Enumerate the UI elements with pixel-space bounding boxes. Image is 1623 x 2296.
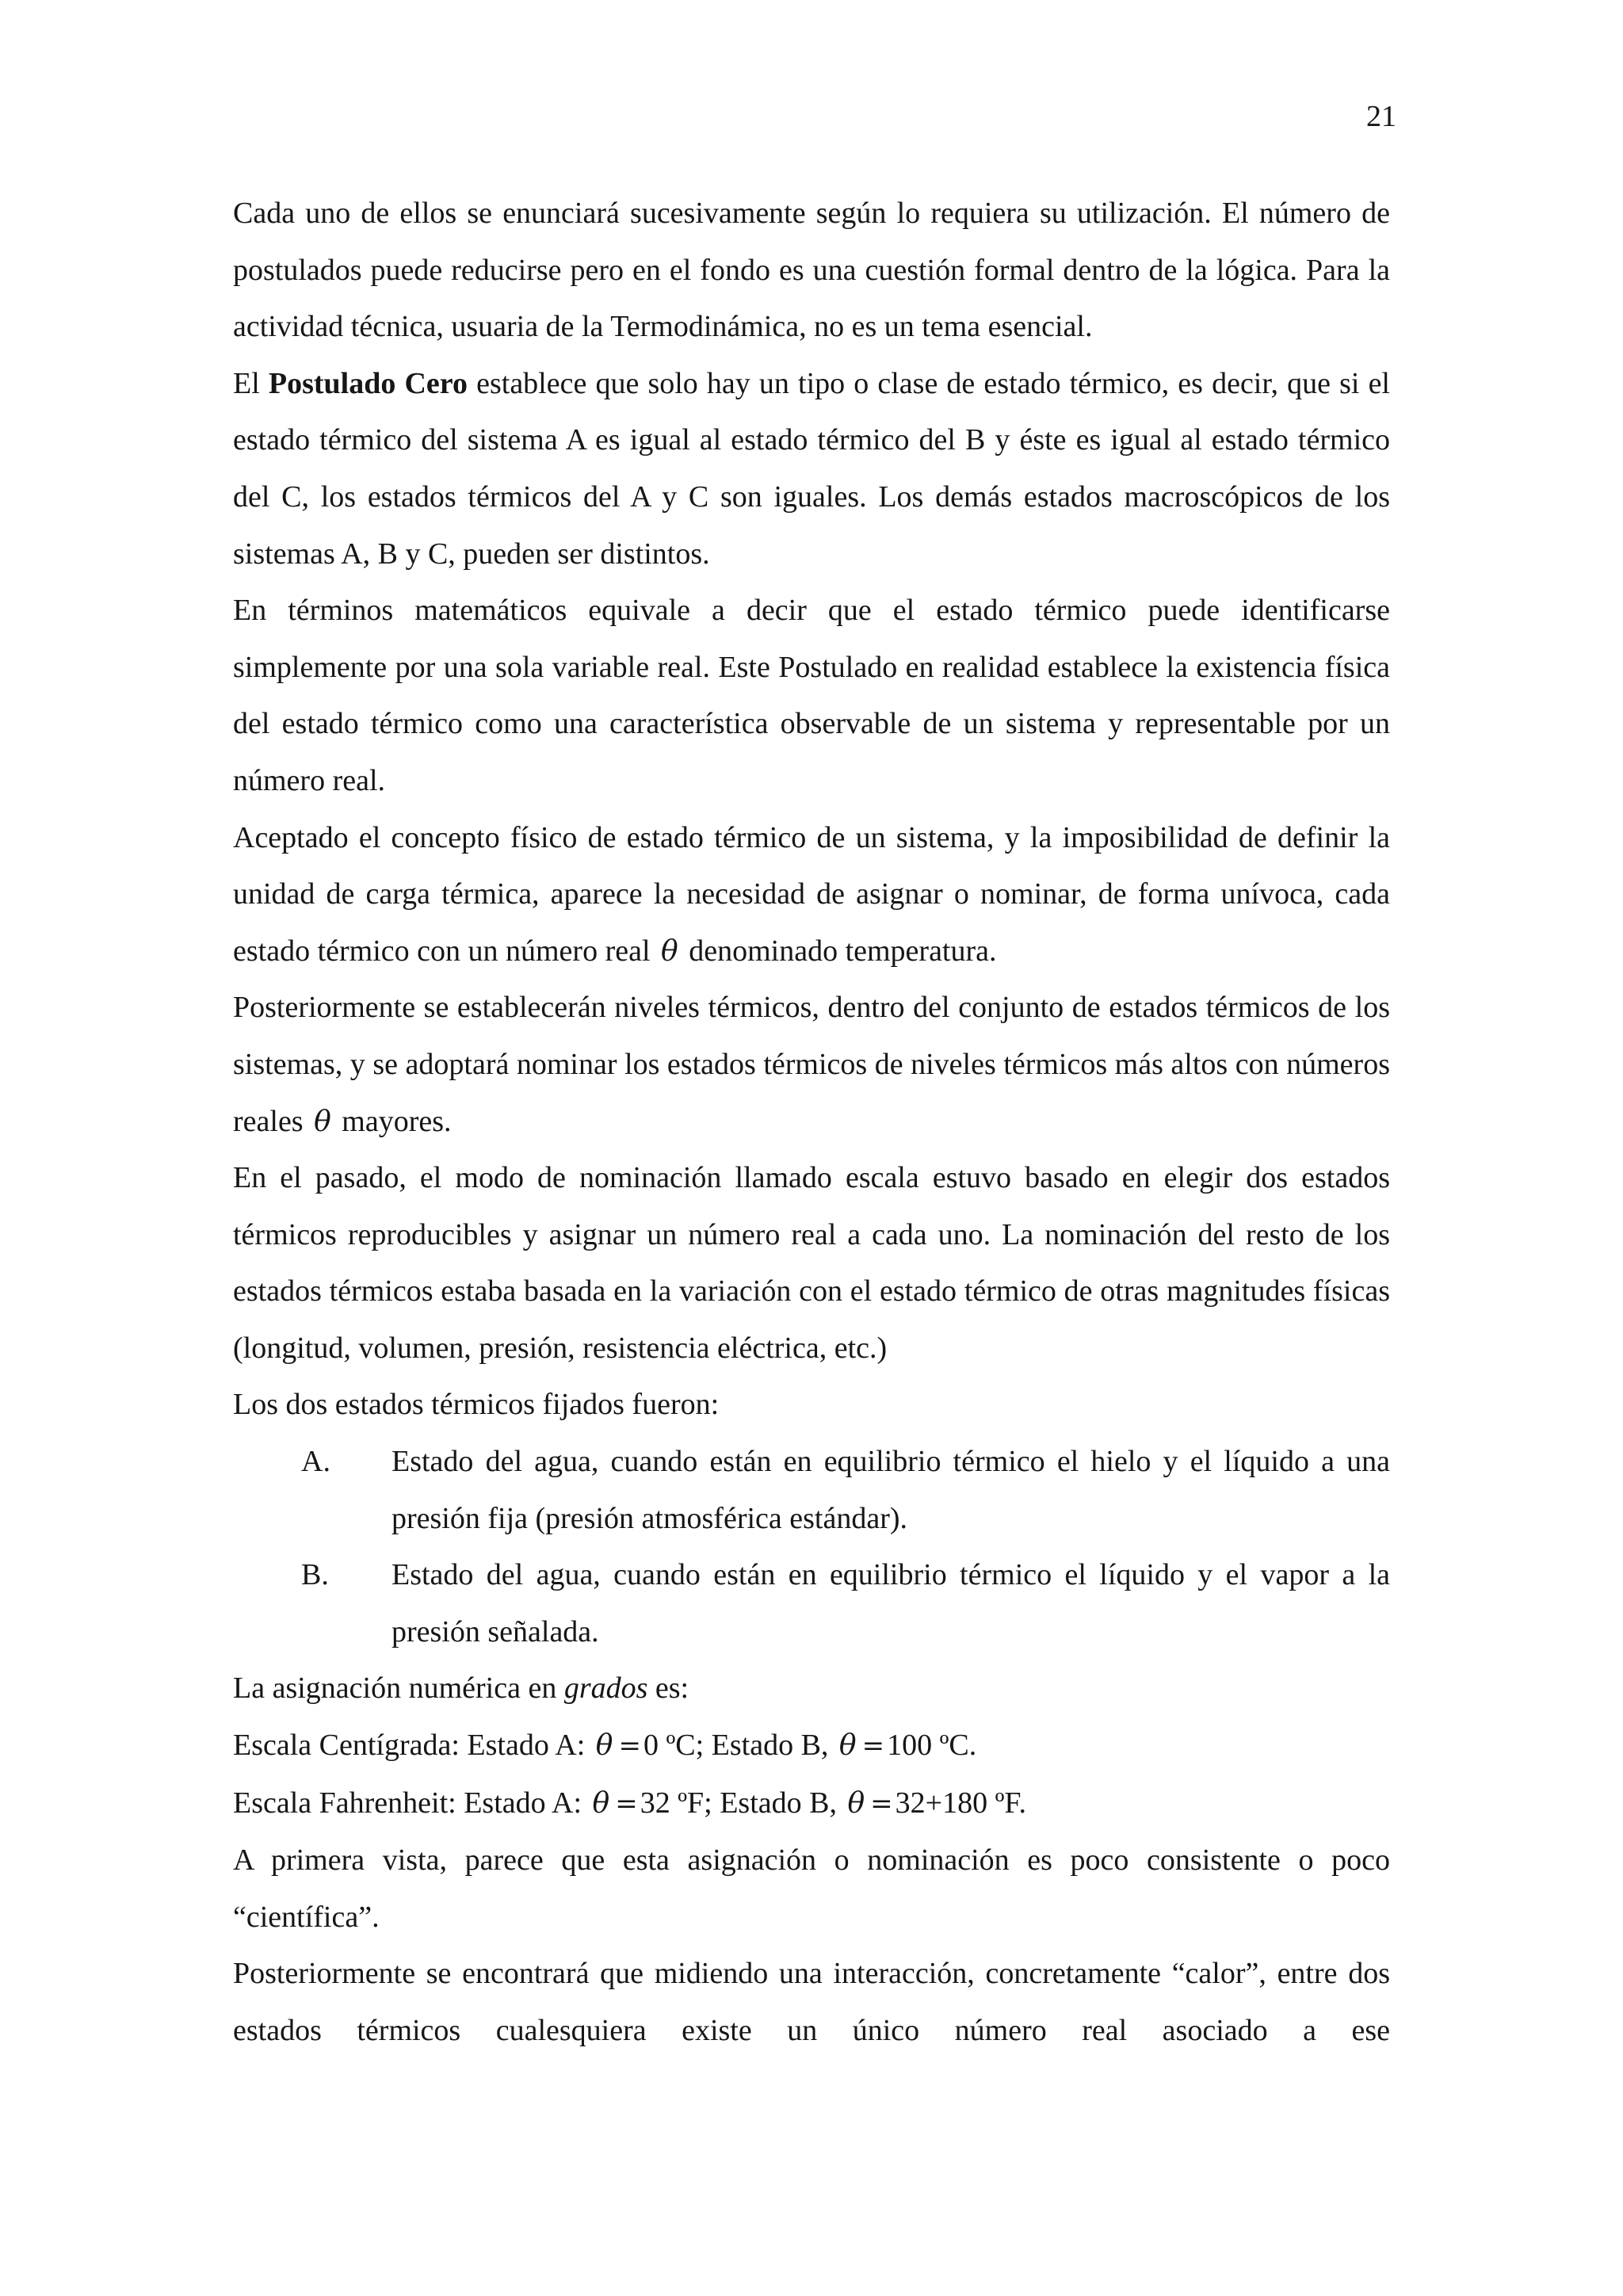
equals-sign: = [615,1787,638,1820]
text-run: es: [647,1671,689,1706]
theta-symbol: θ [314,1105,331,1138]
text-run: denominado temperatura. [689,934,997,968]
scale-label: Escala Fahrenheit: Estado A: [233,1786,582,1820]
equals-sign: = [861,1730,885,1763]
paragraph-temperature-definition [233,810,1390,980]
page-number: 21 [1366,100,1396,133]
list-marker: B. [301,1558,329,1592]
paragraph-thermal-levels [233,980,1390,1150]
list-marker: A. [301,1445,330,1479]
text-run: establece que solo hay un tipo o clase de estado térmico, es decir, que si el estado térmico del sistema A es igual al estado térmico del B y éste es igual al estado térmico del C, los estados térmicos del A y C son iguales. Los demás estados macroscópicos de los sistemas A, B y C, pueden ser distintos. [233,366,1390,571]
paragraph-scale-history: En el pasado, el modo de nominación llamado escala estuvo basado en elegir dos estados térmicos reproducibles y asignar un número real a cada uno. La nominación del resto de los estados térmicos estaba basada en la variación con el estado térmico de otras magnitudes físicas (longitud, volumen, presión, resistencia eléctrica, etc.) [233,1161,1390,1365]
theta-symbol: θ [595,1729,613,1763]
text-run: Posteriormente se establecerán niveles térmicos, dentro del conjunto de estados térmicos de los sistemas, y se adoptará nominar los estados térmicos de niveles térmicos más altos con números reales [233,991,1390,1138]
list-item-text: Estado del agua, cuando están en equilibrio térmico el hielo y el líquido a una presión fija (presión atmosférica estándar). [391,1445,1390,1535]
paragraph-postulado-cero [233,356,1390,583]
line-fahrenheit-scale [233,1775,1390,1833]
theta-symbol: θ [838,1729,857,1763]
list-item-a [233,1434,1390,1547]
line-celsius-scale [233,1717,1390,1775]
equals-sign: = [618,1730,641,1763]
paragraph-mathematical-terms: En términos matemáticos equivale a decir que el estado térmico puede identificarse simplemente por una sola variable real. Este Postulado en realidad establece la existencia física del estado térmico como una característica observable de un sistema y representable por un número real. [233,594,1390,797]
scale-value-a: 32 ºF; Estado B, [640,1786,837,1820]
italic-term-grados: grados [563,1671,648,1706]
theta-symbol: θ [592,1786,610,1820]
scale-value-a: 0 ºC; Estado B, [643,1729,829,1763]
body-text [233,185,1390,2060]
scale-value-b: 32+180 ºF. [895,1786,1026,1820]
text-run: El [233,366,269,400]
bold-term-postulado-cero: Postulado Cero [268,366,468,400]
paragraph-heat-interaction: Posteriormente se encontrará que midiendo una interacción, concretamente “calor”, entre dos estados térmicos cualesquiera existe un único número real asociado a ese [233,1957,1390,2047]
text-run: Aceptado el concepto físico de estado térmico de un sistema, y la imposibilidad de definir la unidad de carga térmica, aparece la necesidad de asignar o nominar, de forma unívoca, cada estado térmico con un número real [233,820,1390,968]
paragraph-numeric-assignment [233,1660,1390,1717]
equals-sign: = [870,1787,893,1820]
paragraph-fixed-states-intro: Los dos estados térmicos fijados fueron: [233,1388,720,1422]
text-run: La asignación numérica en [233,1671,564,1706]
paragraph-postulates-intro: Cada uno de ellos se enunciará sucesivamente según lo requiera su utilización. El número de postulados puede reducirse pero en el fondo es una cuestión formal dentro de la lógica. Para la actividad técnica, usuaria de la Termodinámica, no es un tema esencial. [233,197,1390,344]
paragraph-first-view: A primera vista, parece que esta asignación o nominación es poco consistente o poco “científica”. [233,1843,1390,1934]
scale-label: Escala Centígrada: Estado A: [233,1729,586,1763]
scale-value-b: 100 ºC. [887,1729,977,1763]
text-run: mayores. [342,1104,452,1138]
theta-symbol: θ [661,934,678,968]
theta-symbol: θ [847,1786,865,1820]
list-item-text: Estado del agua, cuando están en equilibrio térmico el líquido y el vapor a la presión señalada. [391,1558,1390,1648]
list-item-b [233,1547,1390,1660]
